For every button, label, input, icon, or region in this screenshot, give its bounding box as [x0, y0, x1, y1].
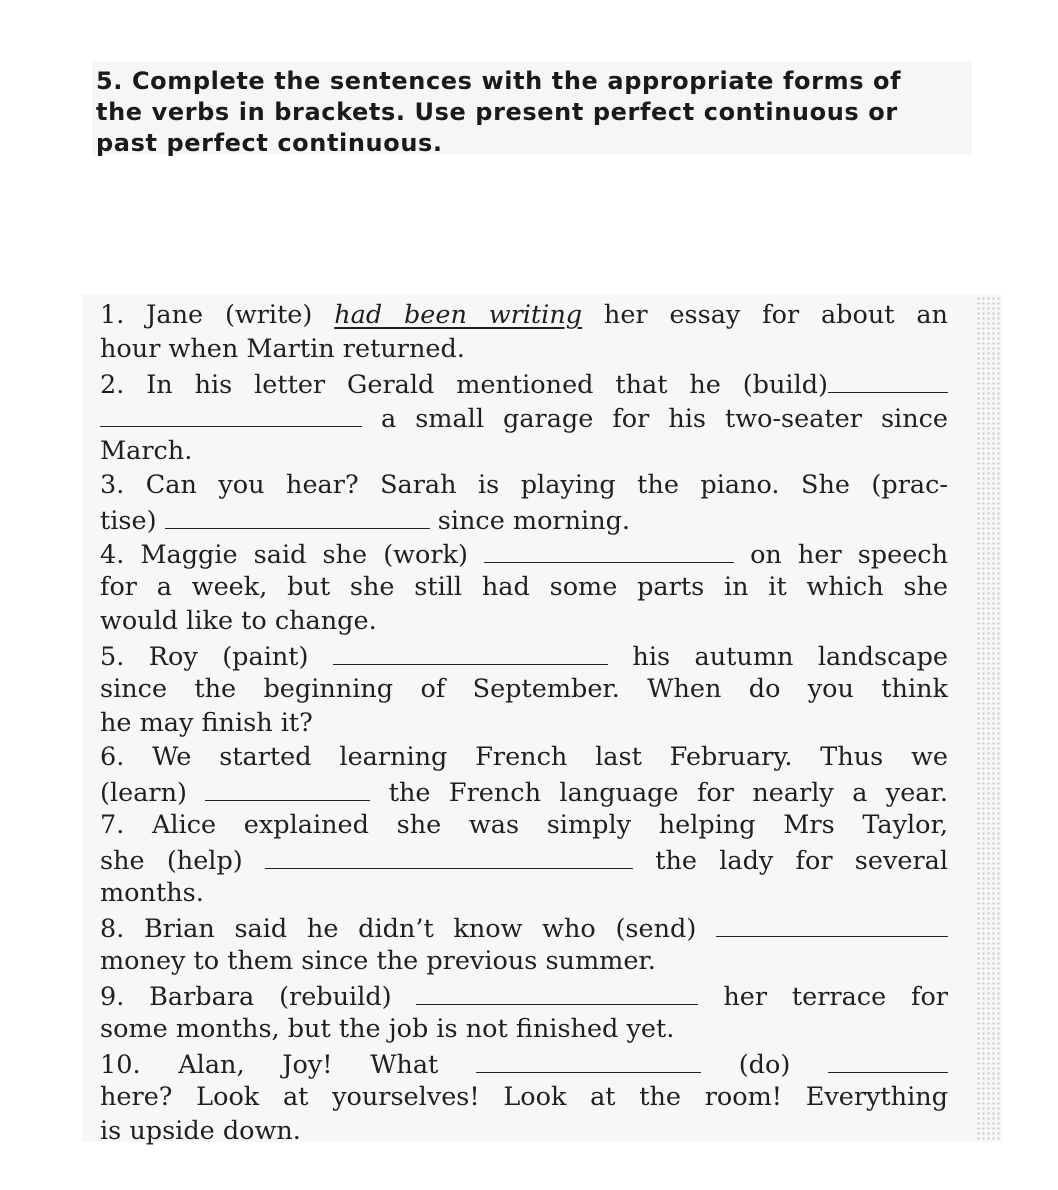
task-title-line: the verbs in brackets. Use present perfect continuous or: [96, 98, 898, 126]
sentence-6-line-1: 6. We started learning French last February. Thus we: [100, 742, 948, 772]
answer-blank-4[interactable]: [484, 536, 734, 563]
task-title-line: past perfect continuous.: [96, 129, 443, 157]
answer-blank-3[interactable]: [165, 502, 430, 529]
sentence-4-line-3: would like to change.: [100, 606, 377, 636]
example-answer: had been writing: [334, 300, 583, 330]
sentence-5-line-2: since the beginning of September. When do you think: [100, 674, 948, 704]
sentence-5-line-3: he may finish it?: [100, 708, 313, 738]
sentence-8-line-2: money to them since the previous summer.: [100, 946, 656, 976]
sentence-2-line-1: 2. In his letter Gerald mentioned that he (build): [100, 366, 948, 400]
sentence-3-line-2: tise) since morning.: [100, 502, 948, 536]
sentence-4-line-1: 4. Maggie said she (work) on her speech: [100, 536, 948, 570]
task-title-line: 5. Complete the sentences with the appropriate forms of: [96, 67, 902, 95]
answer-blank-2b[interactable]: [100, 400, 362, 427]
sentence-9-line-1: 9. Barbara (rebuild) her terrace for: [100, 978, 948, 1012]
sentence-8-line-1: 8. Brian said he didn’t know who (send): [100, 910, 948, 944]
answer-blank-6[interactable]: [205, 774, 370, 801]
answer-blank-5[interactable]: [333, 638, 608, 665]
answer-blank-9[interactable]: [416, 978, 698, 1005]
answer-blank-7[interactable]: [265, 842, 633, 869]
task-title: [96, 66, 966, 159]
sentence-4-line-2: for a week, but she still had some parts in it which she: [100, 572, 948, 602]
answer-blank-10b[interactable]: [828, 1046, 948, 1073]
sentence-5-line-1: 5. Roy (paint) his autumn landscape: [100, 638, 948, 672]
sentence-7-line-1: 7. Alice explained she was simply helping Mrs Taylor,: [100, 810, 948, 840]
sentence-7-line-3: months.: [100, 878, 204, 908]
answer-blank-10a[interactable]: [476, 1046, 701, 1073]
sentence-1-line-2: hour when Martin returned.: [100, 334, 465, 364]
sentence-10-line-3: is upside down.: [100, 1116, 301, 1146]
dotted-margin-strip: [976, 296, 1000, 1142]
sentence-3-line-1: 3. Can you hear? Sarah is playing the piano. She (prac-: [100, 470, 948, 500]
sentence-10-line-2: here? Look at yourselves! Look at the room! Everything: [100, 1082, 948, 1112]
sentence-7-line-2: she (help) the lady for several: [100, 842, 948, 876]
sentence-9-line-2: some months, but the job is not finished yet.: [100, 1014, 675, 1044]
answer-blank-2a[interactable]: [828, 366, 948, 393]
sentence-2-line-3: March.: [100, 436, 193, 466]
sentence-10-line-1: 10. Alan, Joy! What (do): [100, 1046, 948, 1080]
sentence-2-line-2: a small garage for his two-seater since: [100, 400, 948, 434]
sentence-6-line-2: (learn) the French language for nearly a year.: [100, 774, 948, 808]
answer-blank-8[interactable]: [716, 910, 948, 937]
sentence-1-line-1: 1. Jane (write) had been writing her essay for about an: [100, 300, 948, 330]
